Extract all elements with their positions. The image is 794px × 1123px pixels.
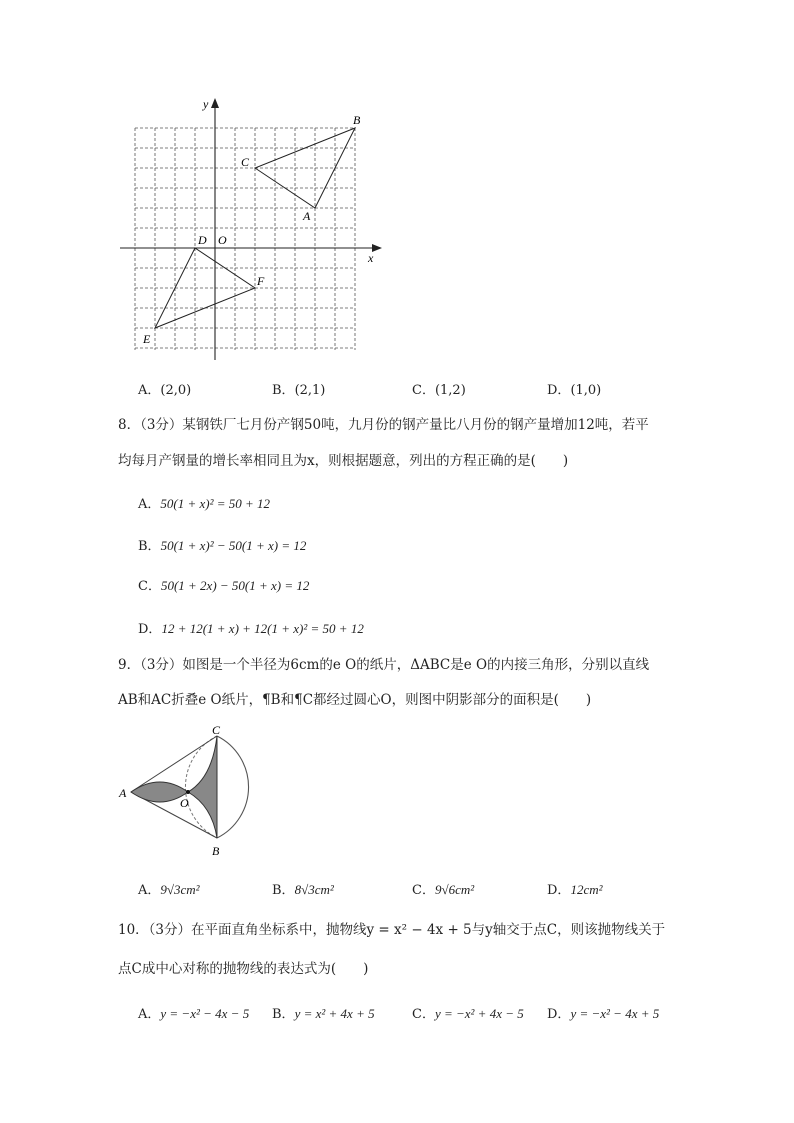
point-label-b: B <box>353 113 361 127</box>
q8-option-b: B．50(1 + x)² − 50(1 + x) = 12 <box>138 538 307 554</box>
shaded-curved-triangle <box>188 736 217 838</box>
circle-solid-arc <box>217 736 249 838</box>
q8-stem-line2: 均每月产钢量的增长率相同且为x，则根据题意，列出的方程正确的是( ) <box>118 453 569 469</box>
center-point <box>186 790 190 794</box>
point-label-e: E <box>143 332 151 346</box>
q9-option-d: D．12cm² <box>547 882 603 898</box>
axes <box>120 98 382 360</box>
q8-option-c: C．50(1 + 2x) − 50(1 + x) = 12 <box>138 578 310 594</box>
q10-stem-line2: 点C成中心对称的抛物线的表达式为( ) <box>118 961 369 977</box>
q8-option-a: A．50(1 + x)² = 50 + 12 <box>138 496 271 512</box>
point-label-c: C <box>241 155 250 169</box>
folded-circle-figure <box>115 725 255 860</box>
q7-option-c: C．(1,2) <box>412 383 466 398</box>
q7-option-a: A．(2,0) <box>138 383 192 398</box>
q10-option-c: C．y = −x² + 4x − 5 <box>412 1006 524 1022</box>
q7-option-d: D．(1,0) <box>547 383 602 398</box>
point-label-f: F <box>257 274 265 288</box>
point-label-a: A <box>303 209 311 223</box>
q9-stem-line2: AB和AC折叠e O纸片，¶B和¶C都经过圆心O，则图中阴影部分的面积是( ) <box>118 692 592 708</box>
q9-stem-line1: 9．（3分）如图是一个半径为6cm的e O的纸片，ΔABC是e O的内接三角形，分别以直线 <box>118 657 650 673</box>
y-axis-label: y <box>203 97 209 111</box>
label-o: O <box>180 796 189 810</box>
q8-option-d: D．12 + 12(1 + x) + 12(1 + x)² = 50 + 12 <box>138 621 364 637</box>
q9-option-a: A．9√3cm² <box>138 882 200 898</box>
q10-option-b: B．y = x² + 4x + 5 <box>272 1006 375 1022</box>
q10-option-a: A．y = −x² − 4x − 5 <box>138 1006 250 1022</box>
q10-stem-line1: 10．（3分）在平面直角坐标系中，抛物线y = x² − 4x + 5与y轴交于点C，则该抛物线关于 <box>118 922 666 938</box>
q8-stem-line1: 8．（3分）某钢铁厂七月份产钢50吨，九月份的钢产量比八月份的钢产量增加12吨，若平 <box>118 417 649 433</box>
label-b: B <box>212 844 220 858</box>
coordinate-grid-figure <box>100 90 400 370</box>
q9-option-c: C．9√6cm² <box>412 882 475 898</box>
label-c: C <box>212 725 221 737</box>
origin-label: O <box>218 233 227 247</box>
q7-option-b: B．(2,1) <box>272 383 326 398</box>
q9-option-b: B．8√3cm² <box>272 882 334 898</box>
x-axis-label: x <box>368 251 374 265</box>
q10-option-d: D．y = −x² − 4x + 5 <box>547 1006 660 1022</box>
point-label-d: D <box>198 233 207 247</box>
label-a: A <box>119 786 127 800</box>
